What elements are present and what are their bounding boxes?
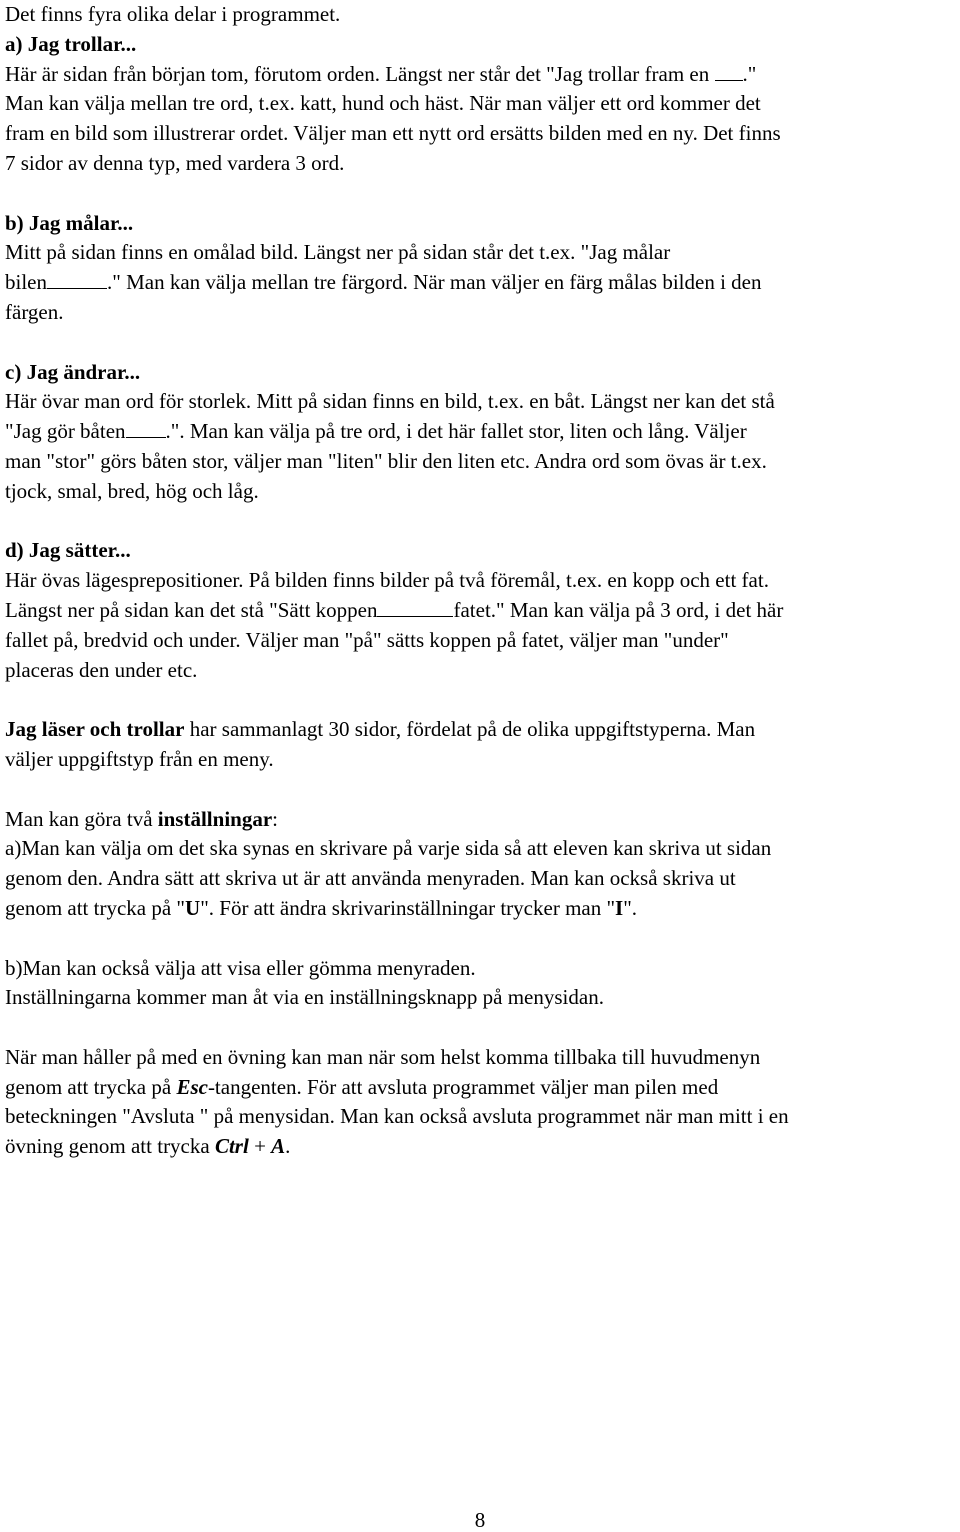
- key-i: I: [615, 895, 624, 920]
- settings-a-text-line: genom den. Andra sätt att skriva ut är att använda menyraden. Man kan också skriva ut: [5, 866, 736, 891]
- section-b-text-line: färgen.: [5, 299, 64, 324]
- settings-intro-line: Man kan göra två inställningar:: [5, 806, 279, 831]
- section-c-text-line: Här övar man ord för storlek. Mitt på sidan finns en bild, t.ex. en båt. Längst ner kan det stå: [5, 389, 775, 414]
- exit-text-line: När man håller på med en övning kan man när som helst komma tillbaka till huvudmenyn: [5, 1044, 761, 1069]
- section-a-text-line: fram en bild som illustrerar ordet. Väljer man ett nytt ord ersätts bilden med en ny. Det finns: [5, 121, 781, 146]
- settings-a-text-line: genom att trycka på "U". För att ändra skrivarinställningar trycker man "I".: [5, 895, 638, 920]
- section-a-heading: a) Jag trollar...: [5, 31, 137, 56]
- section-c-heading: c) Jag ändrar...: [5, 359, 141, 384]
- blank-underline: [126, 419, 166, 438]
- key-a: A: [271, 1134, 286, 1159]
- section-d-text-line: Här övas lägesprepositioner. På bilden finns bilder på två föremål, t.ex. en kopp och ett fat.: [5, 568, 769, 593]
- section-a-text-line: 7 sidor av denna typ, med vardera 3 ord.: [5, 150, 345, 175]
- blank-underline: [715, 62, 743, 81]
- blank-underline: [377, 598, 453, 617]
- section-c-text-line: man "stor" görs båten stor, väljer man "liten" blir den liten etc. Andra ord som övas är t.ex.: [5, 448, 767, 473]
- intro-text: Det finns fyra olika delar i programmet.: [5, 2, 341, 26]
- document-page: [5, 0, 957, 1162]
- page-number: 8: [474, 1508, 486, 1532]
- exit-text-line: övning genom att trycka Ctrl + A.: [5, 1134, 291, 1159]
- exit-text-line: genom att trycka på Esc-tangenten. För att avsluta programmet väljer man pilen med: [5, 1074, 719, 1099]
- settings-b-text-line: b)Man kan också välja att visa eller gömma menyraden.: [5, 955, 476, 980]
- summary-text-line: väljer uppgiftstyp från en meny.: [5, 746, 274, 771]
- section-d-text-line: fallet på, bredvid och under. Väljer man "på" sätts koppen på fatet, väljer man "under": [5, 627, 729, 652]
- section-d-text-line: Längst ner på sidan kan det stå "Sätt koppen fatet." Man kan välja på 3 ord, i det här: [5, 597, 784, 622]
- section-a-text-line: Man kan välja mellan tre ord, t.ex. katt, hund och häst. När man väljer ett ord kommer det: [5, 91, 761, 116]
- blank-underline: [47, 270, 107, 289]
- key-ctrl: Ctrl: [214, 1134, 249, 1159]
- exit-text-line: beteckningen "Avsluta " på menysidan. Man kan också avsluta programmet när man mitt i en: [5, 1104, 789, 1129]
- section-c-text-line: tjock, smal, bred, hög och låg.: [5, 478, 259, 503]
- section-d-text-line: placeras den under etc.: [5, 657, 198, 682]
- summary-text-line: Jag läser och trollar har sammanlagt 30 sidor, fördelat på de olika uppgiftstyperna. Man: [5, 717, 756, 742]
- section-b-text-line: Mitt på sidan finns en omålad bild. Längst ner på sidan står det t.ex. "Jag målar: [5, 240, 671, 265]
- section-d-heading: d) Jag sätter...: [5, 538, 131, 563]
- section-a-text-line: Här är sidan från början tom, förutom orden. Längst ner står det "Jag trollar fram en .": [5, 61, 757, 86]
- section-b-heading: b) Jag målar...: [5, 210, 134, 235]
- key-u: U: [185, 895, 201, 920]
- key-esc: Esc: [176, 1074, 208, 1099]
- settings-b-text-line: Inställningarna kommer man åt via en inställningsknapp på menysidan.: [5, 985, 604, 1010]
- settings-a-text-line: a)Man kan välja om det ska synas en skrivare på varje sida så att eleven kan skriva ut sidan: [5, 836, 772, 861]
- section-b-text-line: bilen ." Man kan välja mellan tre färgord. När man väljer en färg målas bilden i den: [5, 270, 762, 295]
- section-c-text-line: "Jag gör båten .". Man kan välja på tre ord, i det här fallet stor, liten och lång. Väljer: [5, 419, 747, 444]
